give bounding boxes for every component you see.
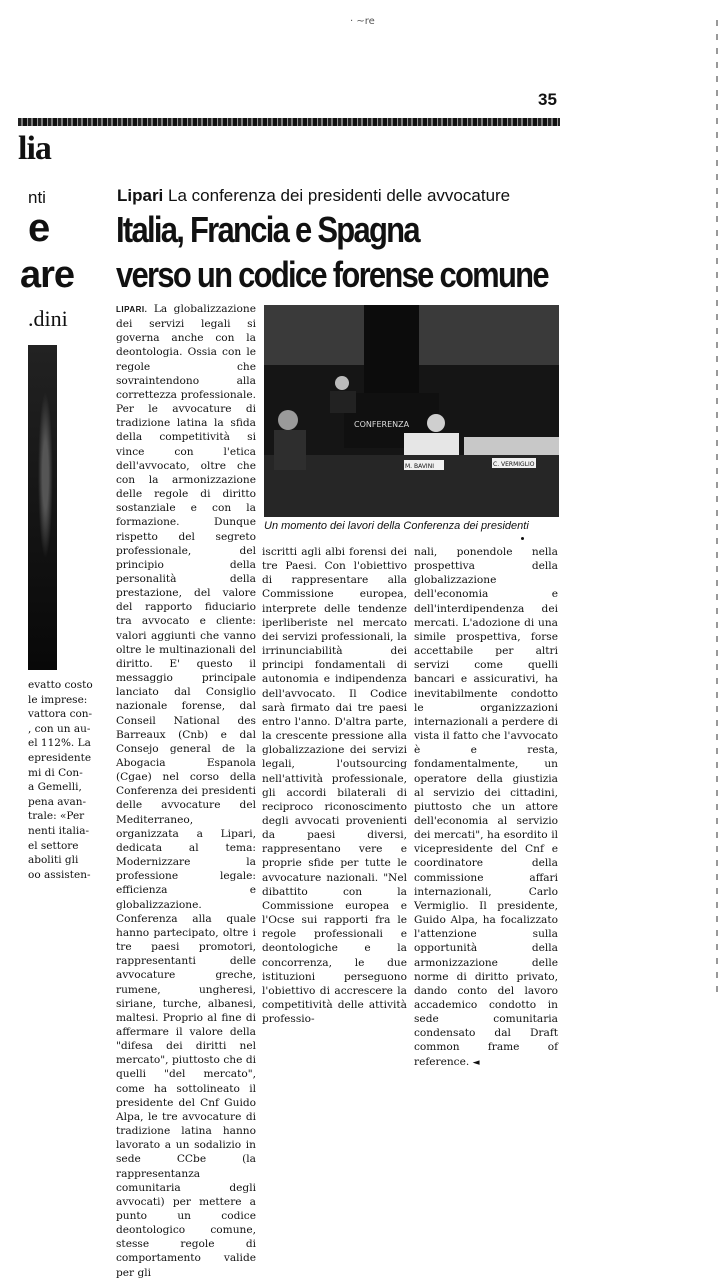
column-3-text: nali, ponendole nella prospettiva della globalizzazione dell'economia e dell'interdipendenza dei mercati. L'adozione di una simile prospettiva, forse accettabile per altri servizi come quelli bancari e assicurativi, ha inevitabilmente condotto le organizzazioni internazionali a perdere di vista il fatto che l'avvocato è e resta, fondamentalmente, un operatore della giustizia al servizio dei cittadini, piuttosto che un attore dell'economia al servizio dei mercati", ha esordito il vicepresidente del Cnf e coordinatore della commissione affari internazionali, Carlo Vermiglio. Il presidente, Guido Alpa, ha focalizzato l'attenzione sulla opportunità della armonizzazione delle norme di diritto privato, dando conto del lavoro accademico condotto in sede comunitaria condensato dal Draft common frame of reference. [414, 546, 558, 1068]
article-column-1 [116, 302, 256, 1280]
fragment-line: a Gemelli, [28, 781, 82, 794]
fragment-photo [28, 345, 57, 670]
dateline: LIPARI. [116, 305, 148, 314]
fragment-line: epresidente [28, 751, 92, 764]
kicker-place: Lipari [117, 186, 164, 205]
fragment-subhead: .dini [28, 306, 68, 331]
article-column-3 [414, 545, 558, 1070]
fragment-headline-1: e [28, 206, 51, 250]
headline-line-2: verso un codice forense comune [116, 254, 548, 295]
fragment-line: evatto costo [28, 679, 93, 691]
scan-mark: · ~re [350, 16, 375, 27]
fragment-line: pena avan- [28, 795, 87, 808]
fragment-line: , con un au- [28, 722, 91, 735]
ink-dot [521, 537, 524, 540]
fragment-line: el settore [28, 839, 79, 852]
fragment-line: aboliti gli [28, 854, 79, 867]
article-kicker [117, 186, 510, 206]
header-rule [18, 118, 560, 126]
end-mark: ◄ [472, 1057, 480, 1068]
name-card-right: C. VERMIGLIO [493, 461, 535, 468]
fragment-line: vattora con- [28, 708, 93, 721]
fragment-column [28, 678, 93, 882]
article-photo [264, 305, 559, 517]
photo-caption: Un momento dei lavori della Conferenza dei presidenti [264, 520, 529, 532]
photo-banner-text: CONFERENZA [354, 420, 410, 429]
scan-edge [716, 20, 718, 1000]
kicker-text: La conferenza dei presidenti delle avvocature [168, 186, 511, 205]
section-header-fragment: lia [18, 130, 51, 167]
headline-line-1: Italia, Francia e Spagna [116, 209, 419, 250]
name-card-left: M. BAVINI [405, 463, 434, 470]
article-column-2 [262, 545, 407, 1026]
fragment-headline-2: are [20, 254, 75, 296]
fragment-line: oo assisten- [28, 868, 91, 881]
column-2-text: iscritti agli albi forensi dei tre Paesi. Con l'obiettivo di rappresentare alla Commissione europea, interprete delle tendenze iperliberiste nel mercato dei servizi professionali, la irrinunciabilità dei principi fondamentali di autonomia e indipendenza dell'avvocato. Il Codice sarà firmato dai tre paesi entro l'anno. D'altra parte, la crescente pressione alla globalizzazione dei servizi legali, l'outsourcing nell'attività professionale, gli accordi bilaterali di reciproco riconoscimento degli avvocati provenienti da paesi diversi, rappresentano vere e proprie sfide per tutte le avvocature nazionali. "Nel dibattito con la Commissione europea e l'Ocse sui rapporti fra le regole professionali e deontologiche e la concorrenza, le due istituzioni perseguono l'obiettivo di accrescere la competitività delle attività professio- [262, 546, 407, 1026]
fragment-line: trale: «Per [28, 810, 85, 823]
fragment-line: le imprese: [28, 693, 88, 706]
fragment-kicker: nti [28, 188, 46, 207]
fragment-line: mi di Con- [28, 766, 83, 779]
fragment-line: el 112%. La [28, 737, 91, 750]
column-1-text: La globalizzazione dei servizi legali si governa anche con la deontologia. Ossia con le regole che sovraintendono alla correttezza professionale. Per le avvocature di tradizione latina la sfida della competitività si vince con l'etica dell'avvocato, oltre che con la armonizzazione delle regole di diritto sostanziale e con la formazione. Dunque rispetto del segreto professionale, del principio della personalità della prestazione, del valore del rapporto fiduciario tra avvocato e cliente: valori aggiunti che vanno oltre le multinazionali del diritto. E' questo il messaggio principale lanciato dal Consiglio nazionale forense, dal Conseil National des Barreaux (Cnb) e dal Consejo general de la Abogacia Espanola (Cgae) nel corso della Conferenza dei presidenti delle avvocature del Mediterraneo, organizzata a Lipari, dedicata al tema: Modernizzare la professione legale: efficienza e globalizzazione. Conferenza alla quale hanno partecipato, oltre i tre paesi promotori, rappresentanti delle avvocature greche, rumene, ungheresi, siriane, turche, albanesi, maltesi. Proprio al fine di affermare il valore della "difesa dei diritti nel mercato", piuttosto che di quelli "del mercato", come ha sottolineato il presidente del Cnf Guido Alpa, le tre avvocature di tradizione latina hanno lavorato a un sodalizio in sede CCbe (la rappresentanza comunitaria degli avvocati) per mettere a punto un codice deontologico comune, stesse regole di comportamento valide per gli [116, 303, 257, 1279]
fragment-line: nenti italia- [28, 824, 90, 837]
page-number: 35 [538, 90, 557, 109]
